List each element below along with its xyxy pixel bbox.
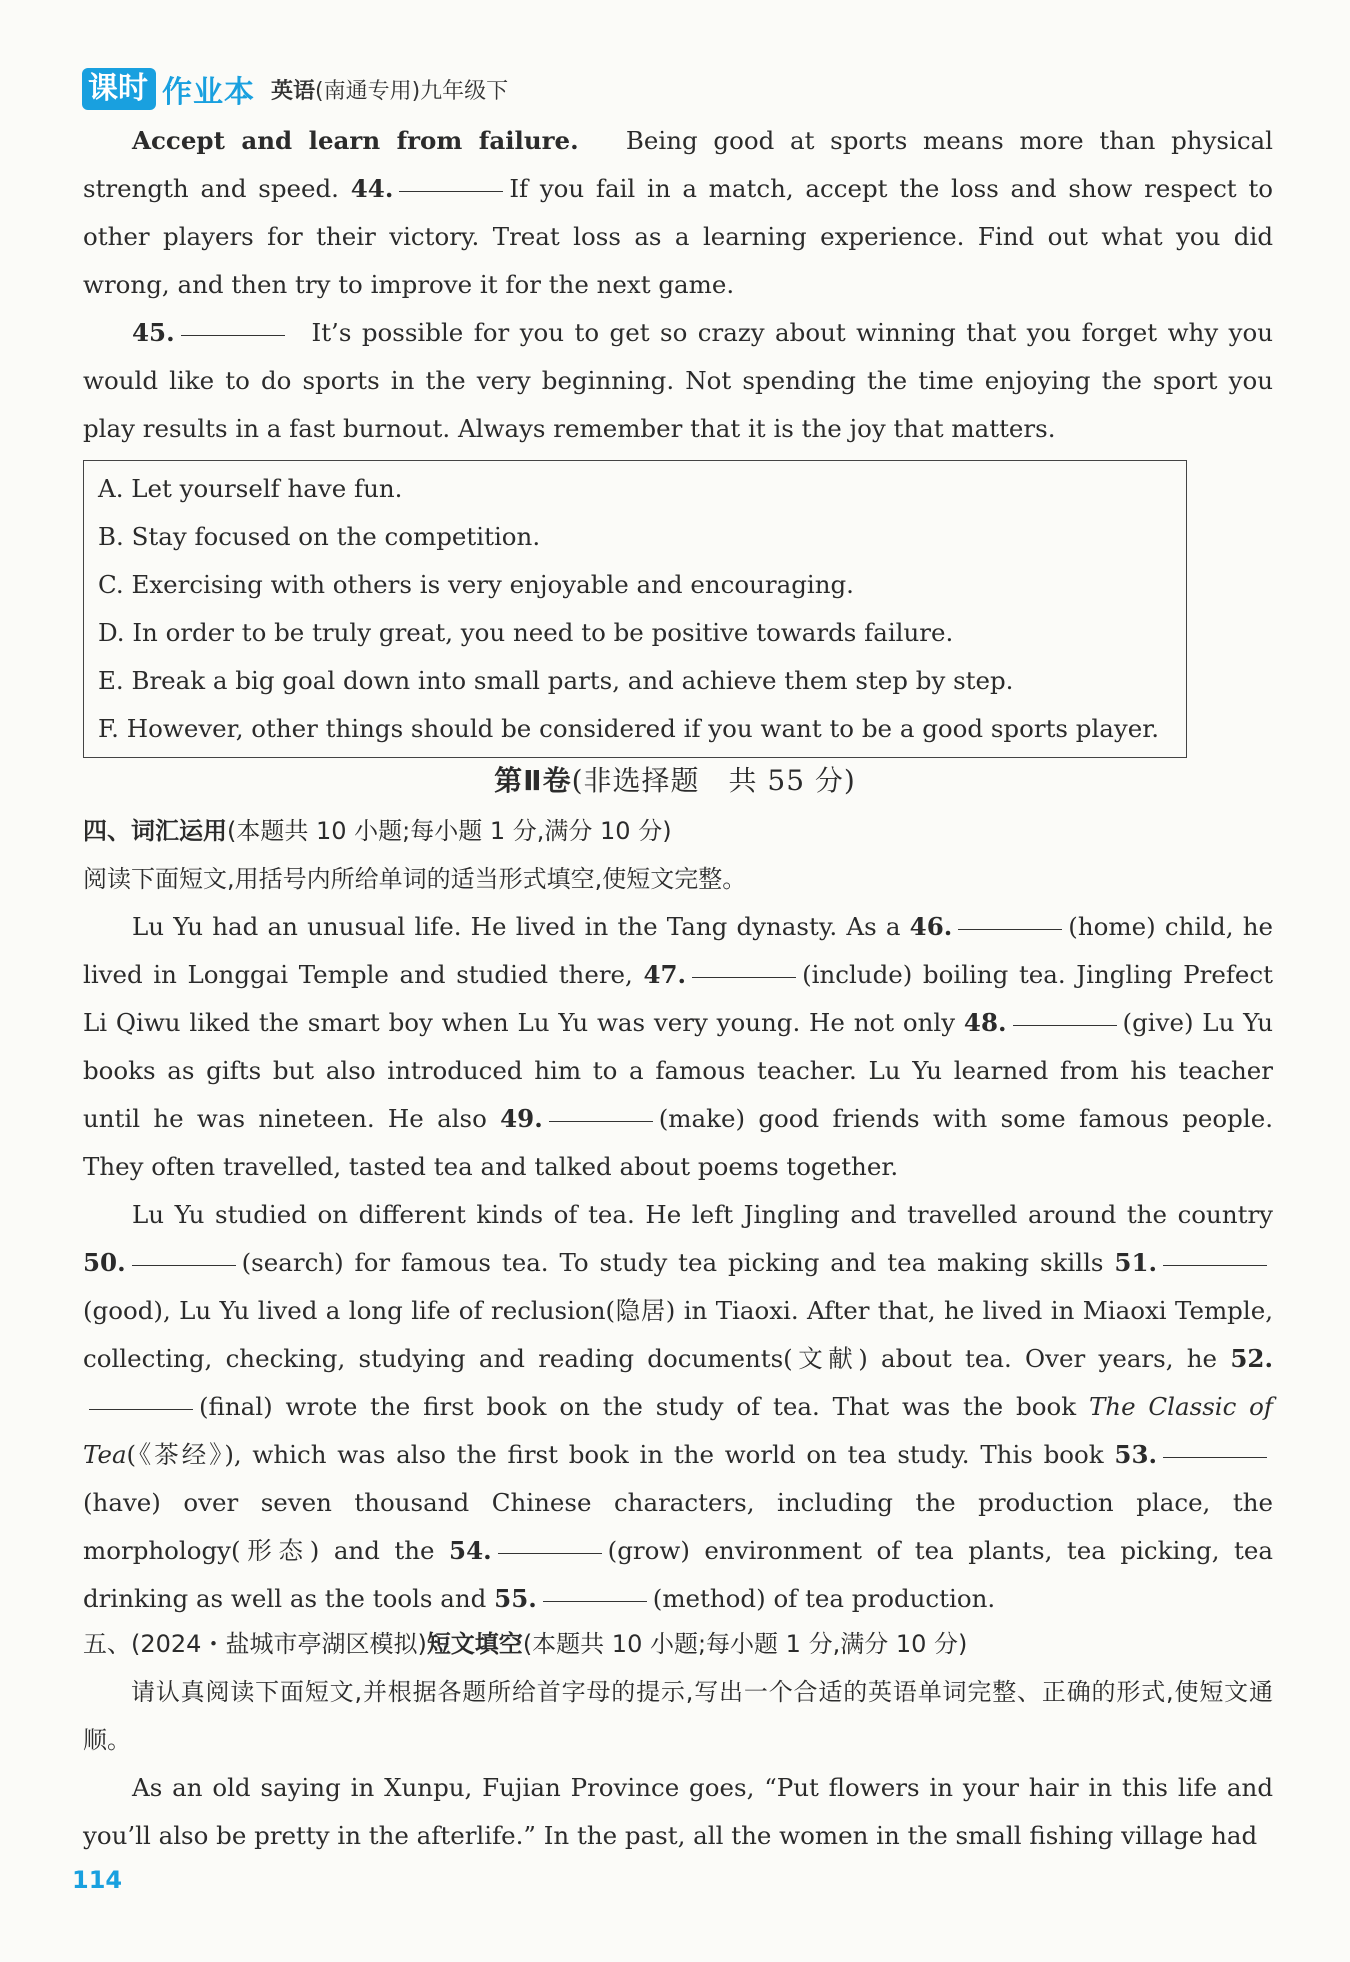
page-number: 114 [72,1866,123,1894]
section-five-instruction: 请认真阅读下面短文,并根据各题所给首字母的提示,写出一个合适的英语单词完整、正确的形式,使短文通顺。 [83,1678,1273,1754]
paragraph-lead: Accept and learn from failure. [132,126,579,155]
answer-blank[interactable] [498,1552,602,1554]
part-two-title [0,757,1350,805]
text-span: (include) boiling tea. Jingling Prefect Li Qiwu liked the smart boy when Lu Yu was very young. He not only [83,960,1273,1037]
answer-blank[interactable] [549,1120,653,1122]
section-heading-source: 五、(2024・盐城市亭湖区模拟) [83,1630,427,1658]
subject-rest: (南通专用)九年级下 [315,78,509,104]
reading-passage [83,117,1273,453]
text-span: (give) Lu Yu books as gifts but also introduced him to a famous teacher. Lu Yu learned from his teacher until he was nineteen. He also [83,1008,1273,1133]
text-span: Lu Yu had an unusual life. He lived in the Tang dynasty. As a [132,912,901,941]
paragraph-44 [83,117,1273,309]
lu-yu-paragraph-1 [83,903,1273,1191]
question-number: 54. [449,1536,492,1565]
text-span: (《茶经》), which was also the first book in the world on tea study. This book [126,1440,1104,1469]
text-span: (method) of tea production. [652,1584,996,1613]
answer-blank[interactable] [399,190,503,192]
section-heading-bold: 四、词汇运用 [83,817,227,845]
text-span: (home) child, he lived in Longgai Temple and studied there, [83,912,1273,989]
answer-blank[interactable] [1163,1264,1267,1266]
options-box [83,460,1187,758]
option-e: E. Break a big goal down into small parts, and achieve them step by step. [98,666,1014,695]
page-header [82,66,508,112]
answer-blank[interactable] [958,928,1062,930]
question-number: 52. [1230,1344,1273,1373]
option-d: D. In order to be truly great, you need to be positive towards failure. [98,618,954,647]
subject-bold: 英语 [271,78,316,104]
text-span: (have) over seven thousand Chinese characters, including the production place, the morphology(形态) and the [83,1488,1273,1565]
answer-blank[interactable] [1163,1456,1267,1458]
part-title-bold: 第Ⅱ卷 [494,764,572,797]
answer-blank[interactable] [181,334,285,336]
section-five [83,1620,1273,1860]
question-number: 47. [643,960,687,989]
book-title: The Classic of Tea [83,1392,1274,1469]
question-number: 44. [350,174,394,203]
text-span: (grow) environment of tea plants, tea picking, tea drinking as well as the tools and [83,1536,1273,1613]
xunpu-paragraph: As an old saying in Xunpu, Fujian Province goes, “Put flowers in your hair in this life and you’ll also be pretty in the afterlife.” In the past, all the women in the small fishing village had [83,1773,1273,1850]
option-b: B. Stay focused on the competition. [98,522,541,551]
option-a: A. Let yourself have fun. [98,474,403,503]
brand-title: 作业本 [162,75,255,110]
series-logo: 课时 [82,68,156,110]
section-four-instruction: 阅读下面短文,用括号内所给单词的适当形式填空,使短文完整。 [83,865,747,893]
question-number: 53. [1114,1440,1158,1469]
paragraph-45 [83,309,1273,453]
answer-blank[interactable] [1013,1024,1117,1026]
part-title-rest: (非选择题 共 55 分) [571,764,856,797]
question-number: 50. [83,1248,126,1277]
section-heading-rest: (本题共 10 小题;每小题 1 分,满分 10 分) [227,817,672,845]
answer-blank[interactable] [543,1600,647,1602]
section-four [83,807,1273,1623]
question-number: 51. [1114,1248,1158,1277]
lu-yu-paragraph-2 [83,1191,1273,1623]
question-number: 55. [494,1584,537,1613]
text-span: It’s possible for you to get so crazy about winning that you forget why you would like to do sports in the very beginning. Not spending the time enjoying the sport you play results in a fast burnout. Always remember that it is the joy that matters. [83,318,1273,443]
section-heading-bold: 短文填空 [426,1630,523,1658]
text-span: (search) for famous tea. To study tea picking and tea making skills [241,1248,1104,1277]
section-four-heading [83,807,1273,855]
text-span: (good), Lu Yu lived a long life of reclusion(隐居) in Tiaoxi. After that, he lived in Miaoxi Temple, collecting, checking, studying and reading documents(文献) about tea. Over years, he [83,1296,1273,1373]
question-number: 45. [132,318,175,347]
answer-blank[interactable] [132,1264,236,1266]
section-heading-rest: (本题共 10 小题;每小题 1 分,满分 10 分) [522,1630,968,1658]
answer-blank[interactable] [692,976,796,978]
text-span: If you fail in a match, accept the loss and show respect to other players for their victory. Treat loss as a learning experience. Find out what you did wrong, and then try to improve it for the next game. [83,174,1273,299]
answer-blank[interactable] [89,1408,193,1410]
question-number: 49. [500,1104,543,1133]
subject-label [271,74,508,105]
section-five-heading [83,1620,1273,1668]
option-c: C. Exercising with others is very enjoyable and encouraging. [98,570,854,599]
text-span: (make) good friends with some famous people. They often travelled, tasted tea and talked about poems together. [83,1104,1273,1181]
question-number: 46. [909,912,953,941]
text-span: (final) wrote the first book on the study of tea. That was the book [199,1392,1077,1421]
option-f: F. However, other things should be considered if you want to be a good sports player. [98,714,1160,743]
text-span: Being good at sports means more than physical strength and speed. [83,126,1273,203]
text-span: Lu Yu studied on different kinds of tea. He left Jingling and travelled around the country [132,1200,1273,1229]
question-number: 48. [963,1008,1007,1037]
